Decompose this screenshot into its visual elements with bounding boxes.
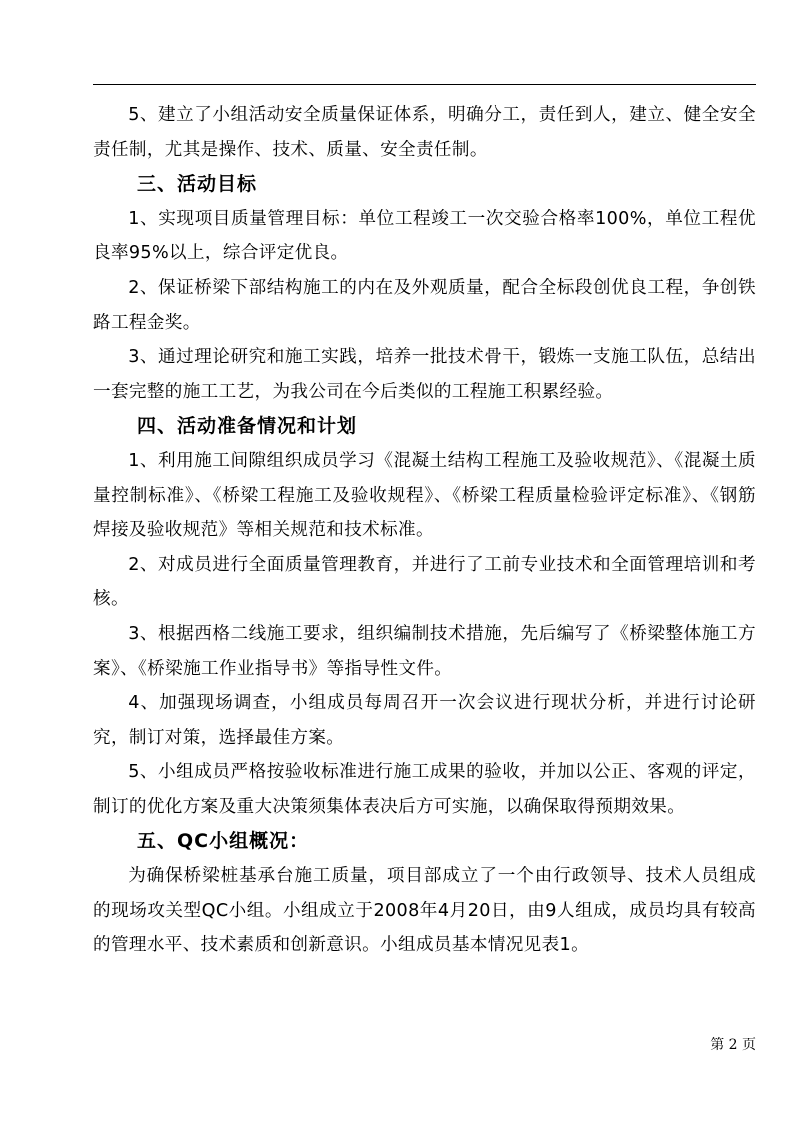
- paragraph: 5、建立了小组活动安全质量保证体系，明确分工，责任到人，建立、健全安全责任制，尤其是操作、技术、质量、安全责任制。: [93, 105, 756, 160]
- paragraph: 3、通过理论研究和施工实践，培养一批技术骨干，锻炼一支施工队伍，总结出一套完整的施工工艺，为我公司在今后类似的工程施工积累经验。: [93, 347, 756, 402]
- section-heading: 五、QC小组概况：: [137, 830, 310, 853]
- paragraph: 1、利用施工间隙组织成员学习《混凝土结构工程施工及验收规范》、《混凝土质量控制标准》、《桥梁工程施工及验收规程》、《桥梁工程质量检验评定标准》、《钢筋焊接及验收规范》等相关规范和技术标准。: [93, 450, 756, 541]
- section-heading: 四、活动准备情况和计划: [137, 415, 358, 438]
- paragraph: 为确保桥梁桩基承台施工质量，项目部成立了一个由行政领导、技术人员组成的现场攻关型QC小组。小组成立于2008年4月20日，由9人组成，成员均具有较高的管理水平、技术素质和创新意识。小组成员基本情况见表1。: [93, 866, 756, 956]
- paragraph: 5、小组成员严格按验收标准进行施工成果的验收，并加以公正、客观的评定，制订的优化方案及重大决策须集体表决后方可实施，以确保取得预期效果。: [93, 762, 756, 817]
- paragraph: 2、保证桥梁下部结构施工的内在及外观质量，配合全标段创优良工程，争创铁路工程金奖。: [93, 277, 756, 333]
- paragraph: 4、加强现场调查，小组成员每周召开一次会议进行现状分析，并进行讨论研究，制订对策，选择最佳方案。: [93, 693, 756, 748]
- page-number: 第 2 页: [710, 1037, 756, 1053]
- paragraph: 2、对成员进行全面质量管理教育，并进行了工前专业技术和全面管理培训和考核。: [93, 554, 756, 610]
- paragraph: 1、实现项目质量管理目标：单位工程竣工一次交验合格率100%，单位工程优良率95%以上，综合评定优良。: [93, 208, 756, 264]
- paragraph: 3、根据西格二线施工要求，组织编制技术措施，先后编写了《桥梁整体施工方案》、《桥梁施工作业指导书》等指导性文件。: [93, 623, 756, 679]
- document-body: [93, 98, 756, 963]
- header-rule: [93, 84, 756, 85]
- section-heading: 三、活动目标: [137, 173, 258, 196]
